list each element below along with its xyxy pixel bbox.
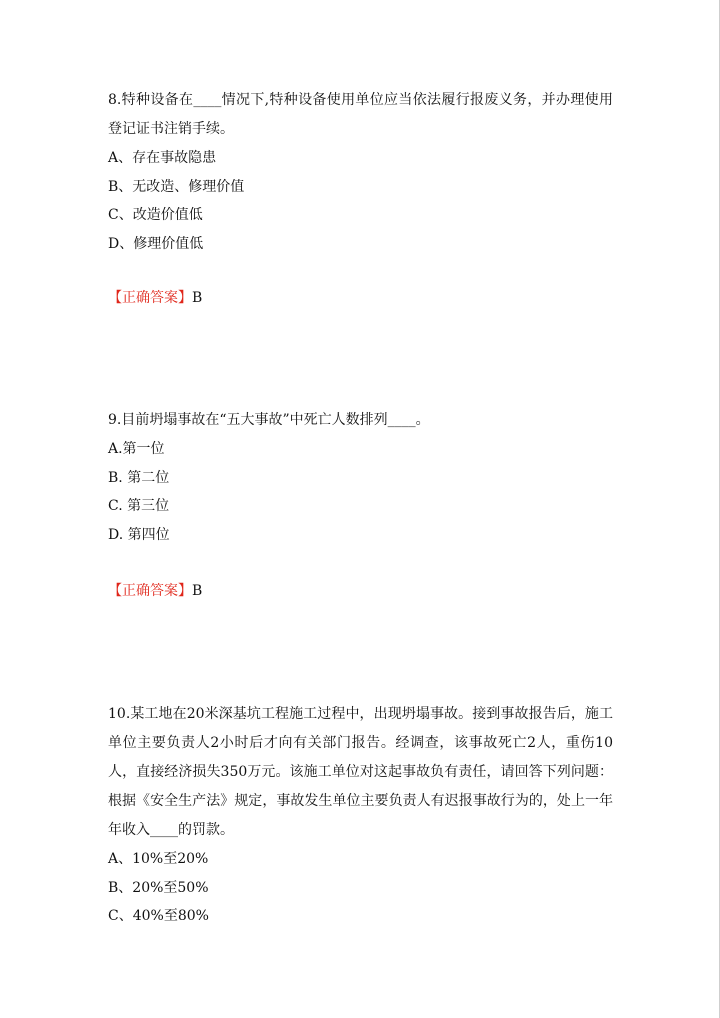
option-c: C、40%至80% [108, 908, 209, 924]
option-d: D、修理价值低 [108, 235, 204, 252]
option-c: C. 第三位 [108, 498, 170, 514]
option-b: B、无改造、修理价值 [108, 178, 245, 195]
answer-8 [108, 288, 202, 308]
answer-value: B [192, 290, 203, 306]
option-a: A.第一位 [108, 441, 165, 457]
option-a: A、存在事故隐患 [108, 150, 217, 166]
question-10 [108, 700, 613, 931]
question-stem: 10.某工地在20米深基坑工程施工过程中，出现坍塌事故。接到事故报告后，施工单位主要负责人2小时后才向有关部门报告。经调查，该事故死亡2人，重伤10人，直接经济损失350万元。该施工单位对这起事故负有责任，请回答下列问题：根据《安全生产法》规定，事故发生单位主要负责人有迟报事故行为的，处上一年年收入____的罚款。 [108, 706, 613, 838]
question-stem: 8.特种设备在____情况下,特种设备使用单位应当依法履行报废义务，并办理使用登记证书注销手续。 [108, 92, 613, 137]
answer-label: 【正确答案】 [108, 290, 192, 306]
question-stem: 9.目前坍塌事故在“五大事故”中死亡人数排列____。 [108, 412, 430, 428]
answer-label: 【正确答案】 [108, 583, 192, 599]
option-c: C、改造价值低 [108, 207, 203, 223]
option-b: B. 第二位 [108, 469, 170, 486]
answer-value: B [192, 583, 203, 599]
question-9 [108, 406, 613, 549]
answer-9 [108, 581, 202, 601]
question-8 [108, 86, 613, 258]
option-b: B、20%至50% [108, 879, 209, 896]
option-d: D. 第四位 [108, 526, 170, 543]
option-a: A、10%至20% [108, 851, 209, 867]
